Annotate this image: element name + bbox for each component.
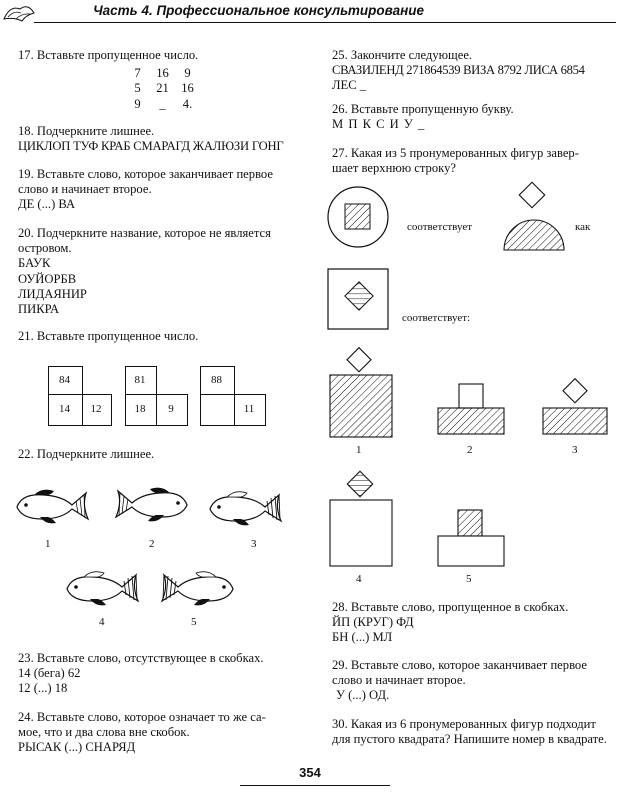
q21-number: 81 <box>134 374 146 386</box>
grid-cell: _ <box>159 96 166 111</box>
q19-line2: слово и начинает второе. <box>18 182 152 197</box>
q24-words: РЫСАК (...) СНАРЯД <box>18 740 136 755</box>
q27-option-2 <box>436 380 506 440</box>
question-22 <box>18 447 306 462</box>
question-17 <box>18 48 306 112</box>
fish-label: 3 <box>251 538 257 550</box>
q27-option-label: 4 <box>356 573 362 585</box>
q27-corresponds-label: соответствует <box>407 221 473 233</box>
fish-3 <box>205 487 285 529</box>
question-28 <box>332 600 610 646</box>
q19-line1: 19. Вставьте слово, которое заканчивает первое <box>18 167 273 181</box>
q23-line: 12 (...) 18 <box>18 681 68 696</box>
q19-words: ДЕ (...) ВА <box>18 197 76 212</box>
q20-option: БАУК <box>18 256 51 271</box>
q20-option: ПИКРА <box>18 302 60 317</box>
q27-as-label: как <box>575 221 591 233</box>
q28-line: ЙП (КРУГ) ФД <box>332 615 414 630</box>
q27-option-3 <box>540 376 610 440</box>
question-24 <box>18 710 306 756</box>
grid-cell: 4. <box>182 96 193 111</box>
fish-label: 5 <box>191 616 197 628</box>
q21-number: 84 <box>59 374 70 386</box>
q28-prompt: 28. Вставьте слово, пропущенное в скобках. <box>332 600 569 614</box>
question-30 <box>332 717 610 747</box>
q27-option-1 <box>326 345 396 441</box>
page-number: 354 <box>299 765 321 780</box>
q21-number: 11 <box>243 403 255 415</box>
fish-2 <box>112 483 192 525</box>
question-19 <box>18 167 306 213</box>
fish-5 <box>158 567 238 609</box>
q17-number-grid <box>125 66 306 112</box>
q25-line2: ЛЕС _ <box>332 78 367 93</box>
question-20 <box>18 226 306 317</box>
chapter-title: Часть 4. Профессиональное консультирование <box>93 3 424 18</box>
q27-line1: 27. Какая из 5 пронумерованных фигур завер- <box>332 146 579 160</box>
q18-words: ЦИКЛОП ТУФ КРАБ СМАРАГД ЖАЛЮЗИ ГОНГ <box>18 139 284 154</box>
q27-circle-figure <box>327 186 389 248</box>
grid-cell: 16 <box>156 66 169 81</box>
q30-line1: 30. Какая из 6 пронумерованных фигур подходит <box>332 717 596 731</box>
question-26 <box>332 102 610 132</box>
fish-1 <box>12 485 92 527</box>
q21-number: 88 <box>211 374 222 386</box>
q30-line2: для пустого квадрата? Напишите номер в квадрате. <box>332 732 607 747</box>
q29-line2: слово и начинает второе. <box>332 673 466 688</box>
footer-rule <box>240 785 390 786</box>
q24-line2: мое, что и два слова вне скобок. <box>18 725 190 740</box>
fish-label: 1 <box>45 538 51 550</box>
q27-option-label: 5 <box>466 573 472 585</box>
q17-prompt: 17. Вставьте пропущенное число. <box>18 48 199 62</box>
q27-square-figure <box>327 268 389 330</box>
grid-cell: 7 <box>134 66 141 81</box>
question-18 <box>18 124 306 154</box>
q24-line1: 24. Вставьте слово, которое означает то же са- <box>18 710 266 724</box>
question-23 <box>18 651 306 697</box>
fish-label: 4 <box>99 616 105 628</box>
q25-prompt: 25. Закончите следующее. <box>332 48 473 62</box>
q27-option-label: 1 <box>356 444 362 456</box>
question-29 <box>332 658 610 704</box>
q21-number: 12 <box>90 403 102 415</box>
q29-words: У (...) ОД. <box>336 688 390 703</box>
q21-number: 14 <box>59 403 70 415</box>
grid-cell: 9 <box>184 66 191 81</box>
q27-option-label: 3 <box>572 444 578 456</box>
q27-option-5 <box>436 506 506 570</box>
fish-4 <box>62 567 142 609</box>
q25-line1: СВАЗИЛЕНД 271864539 ВИЗА 8792 ЛИСА 6854 <box>332 63 585 78</box>
q18-prompt: 18. Подчеркните лишнее. <box>18 124 155 138</box>
q23-line: 14 (бега) 62 <box>18 666 81 681</box>
q27-option-label: 2 <box>467 444 473 456</box>
grid-cell: 9 <box>134 96 141 111</box>
q28-line: БН (...) МЛ <box>332 630 393 645</box>
grid-cell: 21 <box>156 81 169 96</box>
q29-line1: 29. Вставьте слово, которое заканчивает первое <box>332 658 587 672</box>
fish-label: 2 <box>149 538 155 550</box>
q20-option: ЛИДАЯНИР <box>18 286 87 301</box>
question-25 <box>332 48 610 94</box>
q21-cell-bottom-left <box>200 394 235 426</box>
q27-option-4 <box>326 470 396 570</box>
q27-line2: шает верхнюю строку? <box>332 161 456 176</box>
question-27 <box>332 146 610 176</box>
question-21 <box>18 329 306 344</box>
q21-prompt: 21. Вставьте пропущенное число. <box>18 329 199 343</box>
q27-corresponds-colon-label: соответствует: <box>402 312 471 324</box>
q26-letters: М П К С И У _ <box>332 117 426 132</box>
q21-number: 9 <box>168 403 174 415</box>
q20-line1: 20. Подчеркните название, которое не является <box>18 226 271 240</box>
q20-option: ОУЙОРБВ <box>18 271 77 286</box>
q23-prompt: 23. Вставьте слово, отсутствующее в скобках. <box>18 651 264 665</box>
q22-prompt: 22. Подчеркните лишнее. <box>18 447 155 461</box>
q26-prompt: 26. Вставьте пропущенную букву. <box>332 102 514 116</box>
q27-semicircle-figure <box>502 184 566 252</box>
q20-line2: островом. <box>18 241 72 256</box>
q21-number: 18 <box>134 403 146 415</box>
grid-cell: 5 <box>134 81 141 96</box>
grid-cell: 16 <box>181 81 194 96</box>
